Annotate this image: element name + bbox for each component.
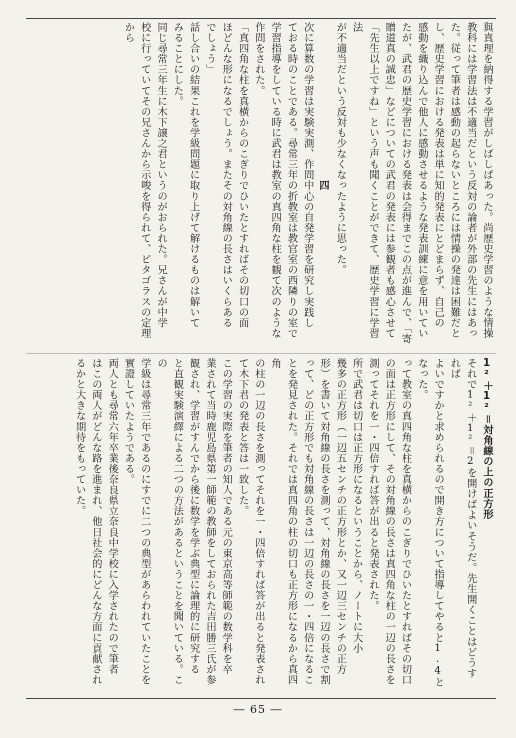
text-line: るかと大きな期待をもっていた。 xyxy=(73,358,85,517)
text-line: 1²＋1²＝対角線の上の正方形 xyxy=(481,358,492,520)
text-line: と直観実験演繹による二つの方法があるということを聞いている。この xyxy=(155,358,183,686)
text-line: ほどんな形になるでしょう。またその対角線の長さはいくらある xyxy=(220,22,232,328)
text-line: はこの両人がどんな路を進まれ、他日社会的にどんな方面に貢献され xyxy=(89,358,101,686)
text-line: 観され、学習がすんでから後に数学を学ぶ典型に論理的に研究する xyxy=(187,358,199,675)
top-rule xyxy=(26,18,496,19)
text-line: 教科には学習法は不適当だという反対の論者が外部の先生にはあっ xyxy=(464,22,476,339)
text-line: 話し合いの結果これを学級問題に取り上げて解けるものは解いて xyxy=(187,22,199,328)
text-line: 校に行っていてその兄さんから示唆を得られて、ピタゴラスの定理 xyxy=(138,22,150,339)
text-line: 幾多の正方形（一辺五センチの正方形とか、又一辺三センチの正方 xyxy=(334,358,346,675)
text-line: でしょう」 xyxy=(203,22,215,75)
text-line: 感動を織り込んで他人に感動させるような発表訓練に意を用いてい xyxy=(415,22,427,339)
text-line: って教室の真四角な柱を真横からのこぎりでひいたとすればその切口 xyxy=(399,358,411,686)
text-line: 測ってそれを一・四倍すれば答が出ると発表された。 xyxy=(366,358,378,612)
text-line: の面は正方形にして、その対角線の長さは真四角な柱の一辺の長さを xyxy=(383,358,395,686)
text-line: 「先生以上ですね」という声も聞くことができて、歴史学習に学習法 xyxy=(350,22,378,339)
text-line: が不適当だという反対も少なくなったように思った。 xyxy=(334,22,346,276)
text-line: て木下君の発表と答は一致した。 xyxy=(236,358,248,517)
text-line: よいですかと求められるので開き方について指導してやると1.4となった。 xyxy=(415,358,444,688)
text-line: 作問をされた。 xyxy=(252,22,264,96)
text-line: 学習指導をしている時に武君は教室の真四角な柱を観て次のような xyxy=(269,22,281,339)
text-line: 所で武君は切口は正方形になるということから、ノートに大小 xyxy=(350,358,362,654)
text-line: 業されて当時鹿児島県第一師範の教師をしておられた吉田勝三氏が参 xyxy=(203,358,215,686)
text-line: 形）を書いて対角線の長さを測って、対角線の長さを一辺の長さで割 xyxy=(318,358,330,686)
text-line: ておる時のことである。尋常三年の折教室は教官室の西隣りの室で xyxy=(285,22,297,339)
text-line: 與真理を納得する学習がしばしばあった。尚歴史学習のような情操 xyxy=(481,22,492,339)
text-line: た。従って筆者は感動の起らないところには情操の発達は困難だと xyxy=(448,22,460,339)
text-line: みることにした。 xyxy=(171,22,183,107)
text-line: し、歴史学習における発表は単に知的発表にとどまらず、自己の xyxy=(432,22,444,328)
text-line: から xyxy=(122,22,134,44)
text-line: この学習の実際を筆者の知人である元の東京高等師範の数学科を卒 xyxy=(220,358,232,675)
text-line: 贈道真の誠忠」などについての武君の発表には参観者も感心させて xyxy=(383,22,395,339)
text-line: 次に算数の学習は実験実測、作問中心の自発学習を研究し実践し xyxy=(301,22,313,328)
upper-text-block xyxy=(18,22,494,348)
text-line: の柱の一辺の長さを測ってそれを一・四倍すれば答が出ると発表され xyxy=(252,358,264,686)
bottom-rule xyxy=(26,698,496,699)
text-line: それで1²＋1²＝2を開けばよいそうだ。先生開くことはどうすれば xyxy=(448,358,476,679)
mid-divider xyxy=(26,353,496,354)
text-line: たが、武君の歴史学習における発表は会得までこの点が進んで、「寄 xyxy=(399,22,411,344)
text-line: 学級は尋常三年であるのにすでに二つの典型があらわれていたことを xyxy=(138,358,150,686)
lower-text-block xyxy=(18,358,494,688)
text-line: 實證していたようである。 xyxy=(122,358,134,485)
page-number: ― 65 ― xyxy=(233,703,283,716)
text-line: 四 xyxy=(317,179,330,191)
text-line: とを発見された。それでは真四角の柱の切口も正方形になるから真四角 xyxy=(269,358,297,686)
text-line: 両人とも尋常六年卒業後奈良県立奈良中学校に入学されたので筆者 xyxy=(106,358,118,675)
text-line: 「真四角な柱を真横からのこぎりでひいたとすればその切口の面 xyxy=(236,22,248,328)
text-line: って、どの正方形でも対角線の長さは一辺の長さの一・四倍になるこ xyxy=(301,358,313,686)
text-line: 同じ尋常三年生に木下譲之君というのがおられた。兄さんが中学 xyxy=(155,22,167,328)
